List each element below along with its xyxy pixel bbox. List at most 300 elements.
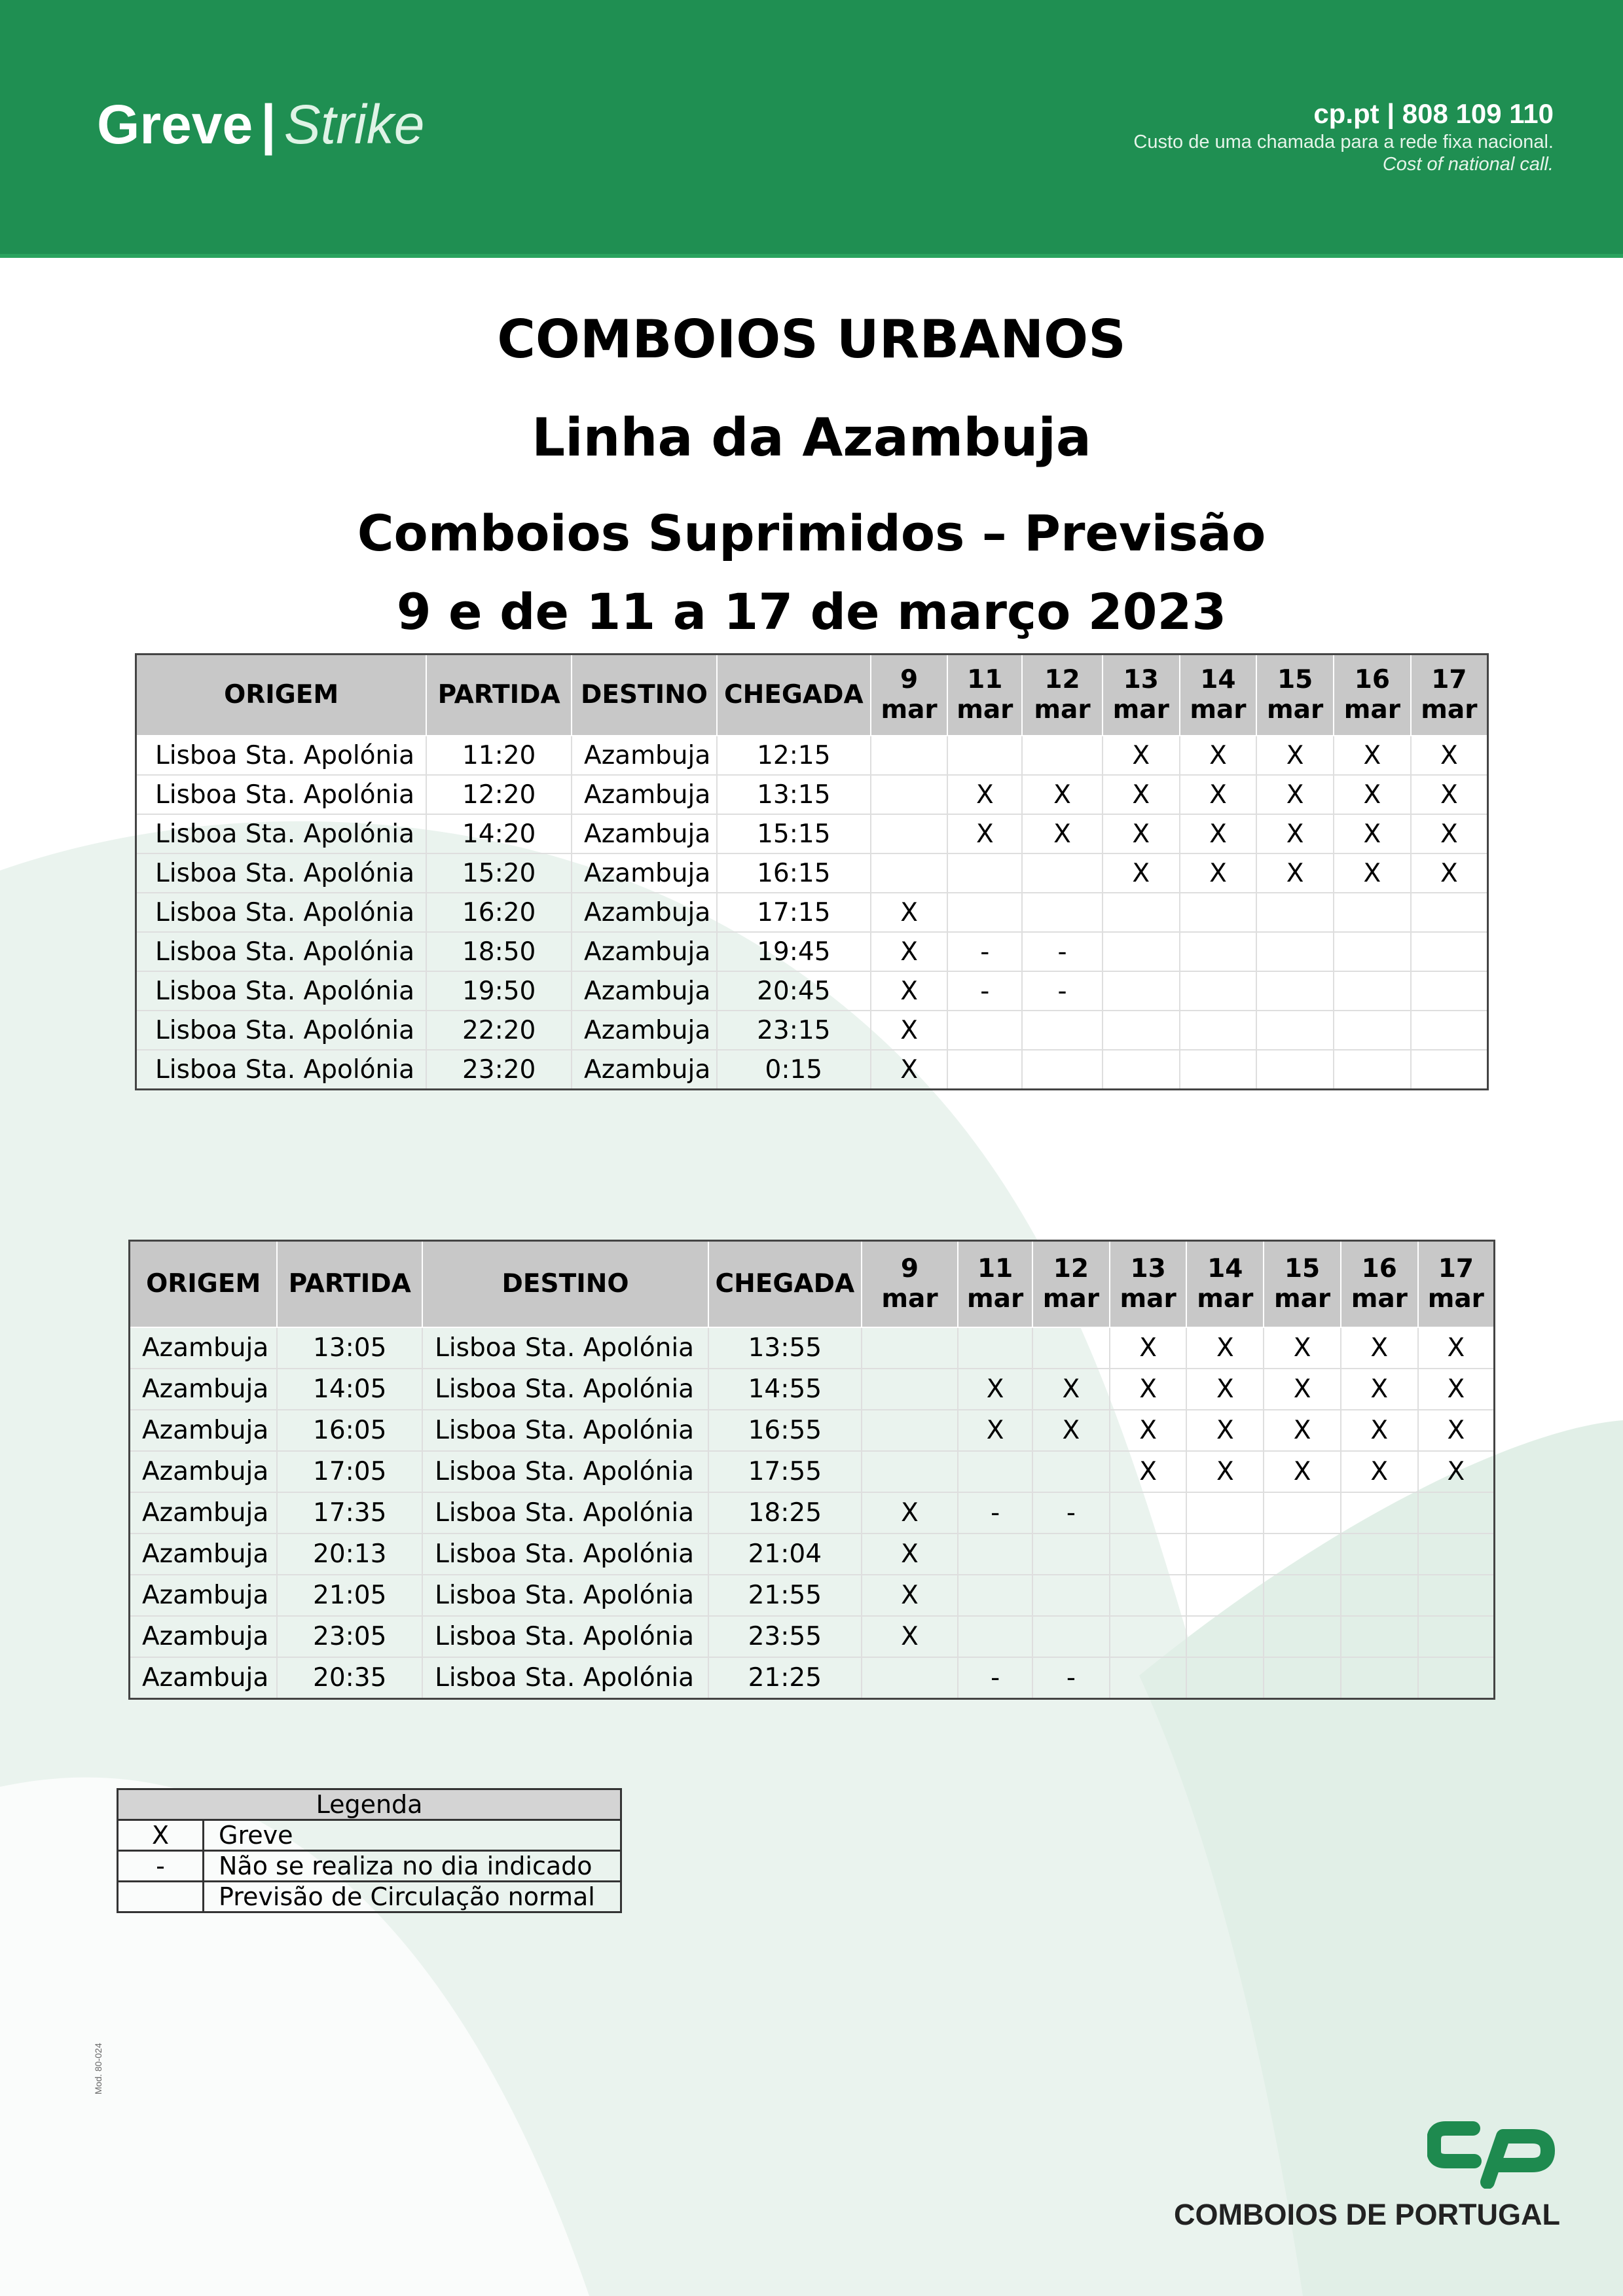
cell-day-status: X <box>958 1369 1032 1410</box>
column-header: ORIGEM <box>130 1241 278 1328</box>
cell-day-status <box>1032 1451 1110 1492</box>
table-body <box>136 736 1488 1090</box>
cell-day-status <box>1186 1534 1264 1575</box>
cell-day-status <box>947 1011 1022 1050</box>
day-month: mar <box>1042 1284 1099 1314</box>
cell-day-status <box>958 1534 1032 1575</box>
cell-day-status: X <box>862 1492 958 1534</box>
table-row <box>130 1657 1495 1699</box>
day-number: 12 <box>1044 665 1080 694</box>
cell-day-status <box>1032 1534 1110 1575</box>
cell-day-status <box>1032 1616 1110 1657</box>
cell-day-status <box>947 736 1022 775</box>
legend-symbol: - <box>118 1851 204 1882</box>
cell-day-status: - <box>958 1657 1032 1699</box>
cell-day-status <box>1180 1050 1257 1090</box>
cell-day-status: X <box>958 1410 1032 1451</box>
table-header-row <box>136 655 1488 736</box>
cell-day-status <box>1032 1575 1110 1616</box>
cell-day-status <box>1103 932 1180 971</box>
cell-chegada: 12:15 <box>717 736 871 775</box>
cell-day-status: X <box>1032 1410 1110 1451</box>
form-code: Mod. 80-024 <box>93 2043 103 2094</box>
cell-day-status: X <box>1341 1410 1418 1451</box>
cell-chegada: 21:25 <box>708 1657 862 1699</box>
cell-destino: Azambuja <box>572 932 717 971</box>
column-header: ORIGEM <box>136 655 427 736</box>
cell-day-status: X <box>947 775 1022 814</box>
cell-origem: Lisboa Sta. Apolónia <box>136 932 427 971</box>
cell-day-status: X <box>1022 775 1103 814</box>
cell-day-status <box>1334 971 1411 1011</box>
document-titles <box>0 301 1623 651</box>
cell-chegada: 15:15 <box>717 814 871 853</box>
brand-separator: | <box>261 94 276 155</box>
day-column-header <box>1256 655 1334 736</box>
day-month: mar <box>1427 1284 1484 1314</box>
cell-origem: Lisboa Sta. Apolónia <box>136 736 427 775</box>
cell-partida: 12:20 <box>426 775 572 814</box>
cell-origem: Azambuja <box>130 1410 278 1451</box>
cell-origem: Lisboa Sta. Apolónia <box>136 971 427 1011</box>
cell-partida: 21:05 <box>277 1575 422 1616</box>
cell-partida: 13:05 <box>277 1327 422 1369</box>
legend-symbol: X <box>118 1820 204 1851</box>
cell-day-status: X <box>1180 814 1257 853</box>
day-column-header <box>1110 1241 1187 1328</box>
cell-day-status <box>1110 1616 1187 1657</box>
day-column-header <box>1103 655 1180 736</box>
cell-day-status <box>1418 1575 1495 1616</box>
cell-day-status <box>1418 1657 1495 1699</box>
cell-chegada: 14:55 <box>708 1369 862 1410</box>
day-number: 9 <box>900 665 919 694</box>
cell-destino: Azambuja <box>572 853 717 893</box>
cell-day-status: X <box>1256 736 1334 775</box>
table-row <box>130 1534 1495 1575</box>
cell-day-status: X <box>1103 736 1180 775</box>
cell-day-status: X <box>1264 1369 1341 1410</box>
legend-label: Não se realiza no dia indicado <box>204 1851 621 1882</box>
day-number: 13 <box>1123 665 1159 694</box>
cell-partida: 17:05 <box>277 1451 422 1492</box>
cell-origem: Lisboa Sta. Apolónia <box>136 1011 427 1050</box>
table-row <box>136 736 1488 775</box>
table-row <box>130 1492 1495 1534</box>
table-row <box>130 1327 1495 1369</box>
day-column-header <box>1180 655 1257 736</box>
cell-chegada: 21:55 <box>708 1575 862 1616</box>
table-row <box>136 1050 1488 1090</box>
cell-day-status <box>1411 1011 1488 1050</box>
cell-origem: Azambuja <box>130 1451 278 1492</box>
cell-origem: Lisboa Sta. Apolónia <box>136 853 427 893</box>
day-column-header <box>1264 1241 1341 1328</box>
title-suppressed-trains: Comboios Suprimidos – Previsão <box>357 504 1266 562</box>
table-header-row <box>130 1241 1495 1328</box>
column-header: CHEGADA <box>717 655 871 736</box>
day-number: 9 <box>900 1254 919 1283</box>
day-month: mar <box>1190 695 1247 725</box>
day-number: 14 <box>1200 665 1236 694</box>
cell-day-status: X <box>1341 1451 1418 1492</box>
cell-day-status <box>1180 971 1257 1011</box>
day-month: mar <box>1267 695 1324 725</box>
cell-day-status <box>862 1410 958 1451</box>
cell-day-status <box>958 1575 1032 1616</box>
cell-day-status <box>1341 1534 1418 1575</box>
cell-day-status: X <box>1103 814 1180 853</box>
cell-chegada: 16:55 <box>708 1410 862 1451</box>
cell-day-status <box>1110 1657 1187 1699</box>
cell-chegada: 18:25 <box>708 1492 862 1534</box>
day-month: mar <box>1112 695 1169 725</box>
table-row <box>136 1011 1488 1050</box>
cell-day-status <box>1110 1492 1187 1534</box>
column-header: DESTINO <box>572 655 717 736</box>
cell-day-status: X <box>1186 1410 1264 1451</box>
cell-day-status <box>1186 1492 1264 1534</box>
cell-day-status: X <box>1264 1327 1341 1369</box>
day-column-header <box>1411 655 1488 736</box>
cell-day-status: X <box>947 814 1022 853</box>
cell-day-status <box>1180 932 1257 971</box>
day-month: mar <box>881 695 938 725</box>
cell-destino: Lisboa Sta. Apolónia <box>422 1616 708 1657</box>
cell-day-status <box>1256 893 1334 932</box>
cell-day-status <box>1103 1050 1180 1090</box>
cell-partida: 16:20 <box>426 893 572 932</box>
cell-day-status: X <box>862 1575 958 1616</box>
cell-day-status: X <box>1264 1451 1341 1492</box>
cell-day-status <box>1022 1050 1103 1090</box>
day-number: 15 <box>1284 1254 1321 1283</box>
cell-day-status <box>1022 736 1103 775</box>
cell-day-status: X <box>862 1616 958 1657</box>
cell-origem: Azambuja <box>130 1327 278 1369</box>
cell-origem: Azambuja <box>130 1534 278 1575</box>
day-month: mar <box>881 1284 938 1314</box>
cell-partida: 15:20 <box>426 853 572 893</box>
cell-chegada: 13:55 <box>708 1327 862 1369</box>
day-column-header <box>1032 1241 1110 1328</box>
call-cost-note-pt: Custo de uma chamada para a rede fixa nacional. <box>1133 132 1554 152</box>
greve-strike-brand <box>97 92 424 157</box>
cell-chegada: 23:15 <box>717 1011 871 1050</box>
cell-day-status <box>958 1327 1032 1369</box>
brand-greve: Greve <box>97 94 253 155</box>
cell-day-status: X <box>871 893 948 932</box>
cell-day-status <box>1334 932 1411 971</box>
cell-day-status <box>1022 853 1103 893</box>
cell-day-status <box>1103 893 1180 932</box>
cell-day-status <box>1418 1492 1495 1534</box>
day-number: 16 <box>1354 665 1391 694</box>
cell-day-status <box>1186 1575 1264 1616</box>
cell-day-status: X <box>1186 1451 1264 1492</box>
cell-destino: Azambuja <box>572 893 717 932</box>
day-month: mar <box>1273 1284 1331 1314</box>
cell-chegada: 0:15 <box>717 1050 871 1090</box>
cell-day-status: X <box>1022 814 1103 853</box>
table-row <box>136 853 1488 893</box>
cell-origem: Lisboa Sta. Apolónia <box>136 1050 427 1090</box>
cell-chegada: 23:55 <box>708 1616 862 1657</box>
cell-destino: Azambuja <box>572 775 717 814</box>
cell-destino: Lisboa Sta. Apolónia <box>422 1327 708 1369</box>
cell-day-status: X <box>1256 814 1334 853</box>
day-month: mar <box>1197 1284 1254 1314</box>
schedule-table-lisboa-to-azambuja <box>135 653 1489 1090</box>
cell-day-status <box>1264 1657 1341 1699</box>
day-column-header <box>1186 1241 1264 1328</box>
cell-day-status: - <box>1022 932 1103 971</box>
cell-origem: Azambuja <box>130 1657 278 1699</box>
cell-origem: Azambuja <box>130 1369 278 1410</box>
cell-day-status: X <box>1418 1410 1495 1451</box>
day-month: mar <box>1034 695 1091 725</box>
cell-day-status: X <box>1186 1327 1264 1369</box>
cell-day-status <box>1341 1492 1418 1534</box>
cell-day-status <box>862 1657 958 1699</box>
cell-day-status <box>1022 1011 1103 1050</box>
table-row <box>130 1616 1495 1657</box>
table-body <box>130 1327 1495 1699</box>
cell-day-status <box>1264 1575 1341 1616</box>
cell-partida: 14:05 <box>277 1369 422 1410</box>
cell-partida: 23:05 <box>277 1616 422 1657</box>
cell-chegada: 17:55 <box>708 1451 862 1492</box>
cell-day-status <box>862 1369 958 1410</box>
cell-partida: 23:20 <box>426 1050 572 1090</box>
cell-day-status: X <box>1411 775 1488 814</box>
cell-day-status: X <box>1103 775 1180 814</box>
cell-day-status <box>1256 971 1334 1011</box>
day-number: 11 <box>977 1254 1013 1283</box>
cell-day-status: X <box>1103 853 1180 893</box>
company-name: COMBOIOS DE PORTUGAL <box>1173 2198 1560 2231</box>
day-month: mar <box>957 695 1013 725</box>
table-row <box>136 893 1488 932</box>
cell-day-status: X <box>862 1534 958 1575</box>
cell-day-status: - <box>1032 1657 1110 1699</box>
cell-day-status <box>1256 1050 1334 1090</box>
table-row <box>130 1410 1495 1451</box>
legend-row <box>118 1882 621 1912</box>
cell-day-status <box>1110 1534 1187 1575</box>
cell-destino: Azambuja <box>572 814 717 853</box>
column-header: DESTINO <box>422 1241 708 1328</box>
cell-day-status: X <box>1032 1369 1110 1410</box>
cell-day-status: X <box>1110 1451 1187 1492</box>
cell-day-status: X <box>1180 775 1257 814</box>
day-number: 17 <box>1431 665 1467 694</box>
cell-day-status <box>1418 1616 1495 1657</box>
day-number: 13 <box>1130 1254 1166 1283</box>
cell-day-status: X <box>1110 1410 1187 1451</box>
cell-chegada: 13:15 <box>717 775 871 814</box>
cell-day-status: X <box>1110 1369 1187 1410</box>
day-column-header <box>947 655 1022 736</box>
cell-day-status <box>862 1451 958 1492</box>
cell-partida: 17:35 <box>277 1492 422 1534</box>
cell-day-status <box>1180 893 1257 932</box>
cell-day-status: X <box>1411 736 1488 775</box>
day-month: mar <box>967 1284 1024 1314</box>
cell-day-status: X <box>1334 853 1411 893</box>
cell-day-status <box>1264 1534 1341 1575</box>
table-row <box>130 1451 1495 1492</box>
cell-day-status: X <box>1411 853 1488 893</box>
cell-chegada: 21:04 <box>708 1534 862 1575</box>
cell-partida: 18:50 <box>426 932 572 971</box>
cell-day-status <box>1411 1050 1488 1090</box>
day-number: 12 <box>1053 1254 1089 1283</box>
cell-partida: 14:20 <box>426 814 572 853</box>
cell-day-status <box>1256 1011 1334 1050</box>
day-number: 15 <box>1277 665 1313 694</box>
cell-day-status: X <box>1256 775 1334 814</box>
cell-destino: Lisboa Sta. Apolónia <box>422 1369 708 1410</box>
day-column-header <box>871 655 948 736</box>
cell-day-status: X <box>1264 1410 1341 1451</box>
cell-day-status: X <box>871 1050 948 1090</box>
cell-day-status: X <box>1180 736 1257 775</box>
cell-origem: Azambuja <box>130 1492 278 1534</box>
cell-chegada: 20:45 <box>717 971 871 1011</box>
day-month: mar <box>1343 695 1400 725</box>
day-column-header <box>1022 655 1103 736</box>
day-number: 11 <box>967 665 1003 694</box>
cell-partida: 20:35 <box>277 1657 422 1699</box>
contact-phone: cp.pt | 808 109 110 <box>1313 98 1554 129</box>
cell-partida: 16:05 <box>277 1410 422 1451</box>
cell-day-status <box>1110 1575 1187 1616</box>
cell-day-status <box>1256 932 1334 971</box>
cell-day-status <box>1103 971 1180 1011</box>
cell-partida: 19:50 <box>426 971 572 1011</box>
column-header: PARTIDA <box>277 1241 422 1328</box>
cell-partida: 20:13 <box>277 1534 422 1575</box>
cell-day-status: - <box>1032 1492 1110 1534</box>
cell-destino: Lisboa Sta. Apolónia <box>422 1575 708 1616</box>
cell-day-status <box>1186 1657 1264 1699</box>
cell-destino: Azambuja <box>572 971 717 1011</box>
cell-origem: Azambuja <box>130 1616 278 1657</box>
legend-label: Greve <box>204 1820 621 1851</box>
contact-info <box>1133 97 1554 175</box>
table-row <box>136 775 1488 814</box>
cell-day-status: X <box>1341 1369 1418 1410</box>
cell-day-status: - <box>1022 971 1103 1011</box>
day-month: mar <box>1351 1284 1408 1314</box>
cell-day-status <box>1411 932 1488 971</box>
table-row <box>136 814 1488 853</box>
table-row <box>136 932 1488 971</box>
legend-row <box>118 1851 621 1882</box>
cell-day-status: - <box>947 932 1022 971</box>
cp-logo-icon <box>1427 2117 1558 2189</box>
cell-destino: Lisboa Sta. Apolónia <box>422 1451 708 1492</box>
table-row <box>130 1369 1495 1410</box>
day-month: mar <box>1421 695 1478 725</box>
cell-day-status: X <box>1418 1327 1495 1369</box>
title-line-name: Linha da Azambuja <box>532 407 1091 468</box>
cell-day-status <box>947 1050 1022 1090</box>
legend-title: Legenda <box>118 1789 621 1820</box>
cell-day-status <box>958 1616 1032 1657</box>
cell-destino: Lisboa Sta. Apolónia <box>422 1492 708 1534</box>
cell-origem: Lisboa Sta. Apolónia <box>136 814 427 853</box>
day-column-header <box>1334 655 1411 736</box>
cell-day-status <box>1334 893 1411 932</box>
cell-chegada: 17:15 <box>717 893 871 932</box>
cell-day-status: X <box>1418 1451 1495 1492</box>
cell-day-status <box>947 893 1022 932</box>
table-row <box>130 1575 1495 1616</box>
cell-destino: Lisboa Sta. Apolónia <box>422 1410 708 1451</box>
cell-day-status: X <box>871 1011 948 1050</box>
cell-day-status <box>1264 1492 1341 1534</box>
cell-day-status: X <box>1186 1369 1264 1410</box>
cell-day-status: - <box>958 1492 1032 1534</box>
cell-day-status: X <box>1110 1327 1187 1369</box>
title-comboios-urbanos: COMBOIOS URBANOS <box>497 309 1126 370</box>
cell-destino: Azambuja <box>572 736 717 775</box>
title-date-range: 9 e de 11 a 17 de março 2023 <box>396 583 1227 641</box>
day-number: 14 <box>1207 1254 1243 1283</box>
column-header: CHEGADA <box>708 1241 862 1328</box>
day-number: 16 <box>1361 1254 1397 1283</box>
legend-row <box>118 1820 621 1851</box>
cell-day-status: X <box>871 932 948 971</box>
cell-origem: Azambuja <box>130 1575 278 1616</box>
cell-destino: Azambuja <box>572 1050 717 1090</box>
header-banner <box>0 0 1623 258</box>
legend-symbol <box>118 1882 204 1912</box>
cell-day-status <box>947 853 1022 893</box>
cell-day-status <box>862 1327 958 1369</box>
cell-day-status <box>1186 1616 1264 1657</box>
cell-origem: Lisboa Sta. Apolónia <box>136 775 427 814</box>
cell-day-status: X <box>871 971 948 1011</box>
cell-day-status <box>958 1451 1032 1492</box>
cell-day-status <box>871 736 948 775</box>
cell-day-status <box>871 853 948 893</box>
day-column-header <box>958 1241 1032 1328</box>
cell-day-status: - <box>947 971 1022 1011</box>
cell-chegada: 16:15 <box>717 853 871 893</box>
cell-chegada: 19:45 <box>717 932 871 971</box>
cell-day-status <box>1411 893 1488 932</box>
cell-day-status: X <box>1334 814 1411 853</box>
cell-day-status: X <box>1256 853 1334 893</box>
cell-day-status: X <box>1334 736 1411 775</box>
cell-day-status <box>1103 1011 1180 1050</box>
legend-table <box>117 1788 622 1913</box>
cell-day-status: X <box>1418 1369 1495 1410</box>
day-column-header <box>862 1241 958 1328</box>
cell-destino: Lisboa Sta. Apolónia <box>422 1534 708 1575</box>
cell-day-status <box>1334 1011 1411 1050</box>
brand-strike: Strike <box>283 94 425 155</box>
legend-label: Previsão de Circulação normal <box>204 1882 621 1912</box>
cell-day-status <box>1418 1534 1495 1575</box>
cell-day-status <box>1341 1616 1418 1657</box>
day-month: mar <box>1120 1284 1176 1314</box>
cell-destino: Lisboa Sta. Apolónia <box>422 1657 708 1699</box>
cell-day-status <box>1032 1327 1110 1369</box>
